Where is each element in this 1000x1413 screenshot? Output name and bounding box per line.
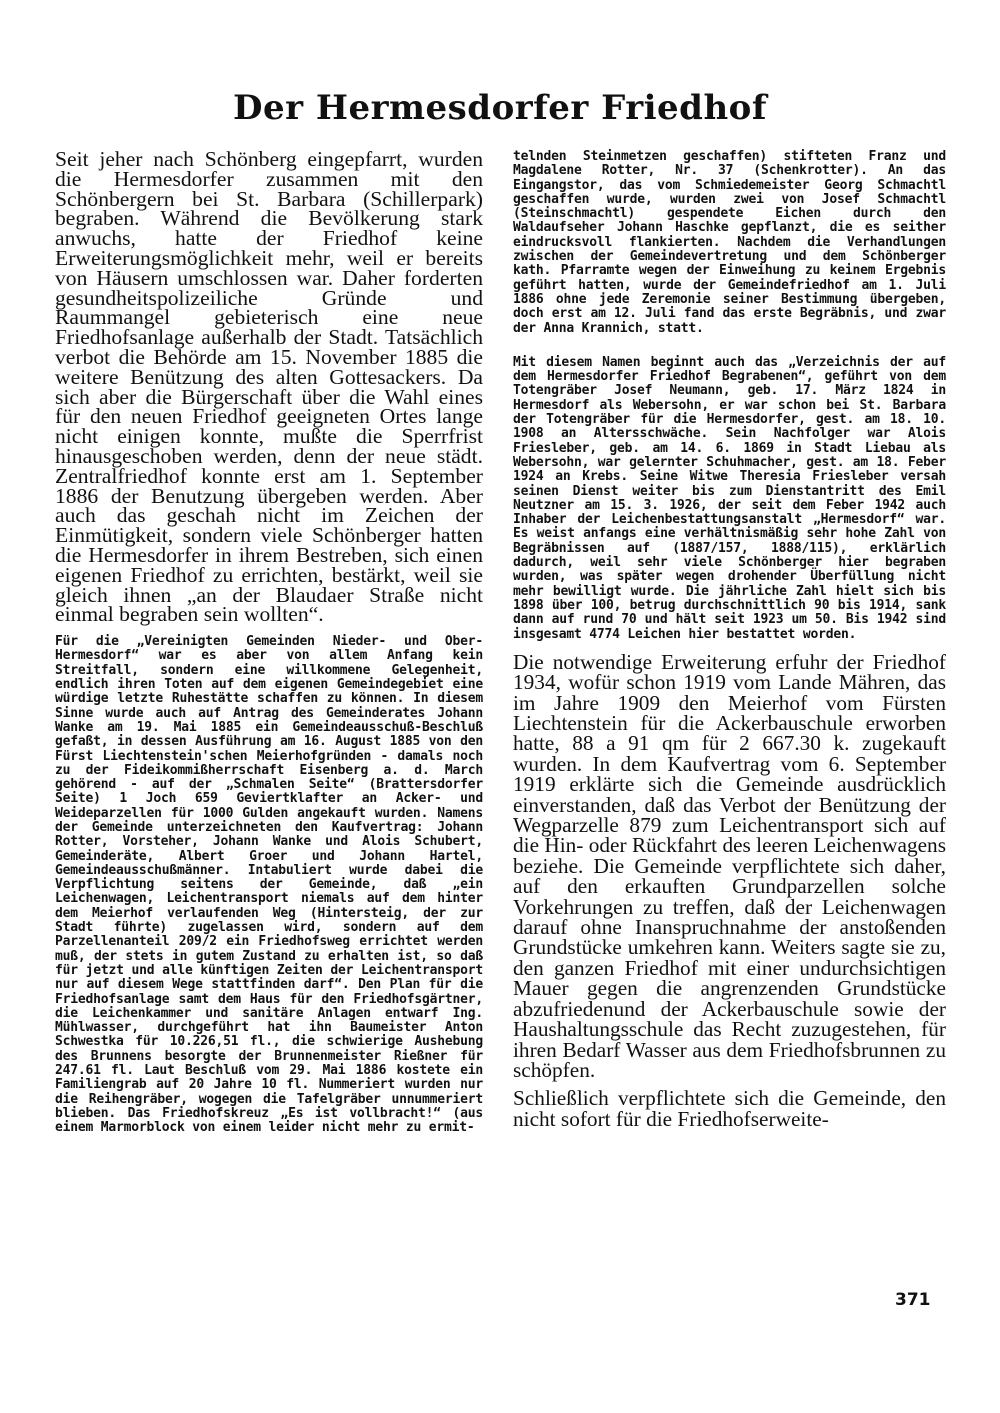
right-paragraph-2: Mit diesem Namen beginnt auch das „Verzeichnis der auf dem Hermesdorfer Friedhof Begrabenen“, geführt von dem Totengräber Josef Neumann, geb. 17. März 1824 in Hermesdorf als Webersohn, er war schon bei St. Barbara der Totengräber für die Hermesdorfer, gest. am 18. 10. 1908 an Altersschwäche. Sein Nachfolger war Alois Friesleber, geb. am 14. 6. 1869 in Stadt Liebau als Webersohn, war gelernter Schuhmacher, gest. am 18. Feber 1924 an Krebs. Seine Witwe Theresia Friesleber versah seinen Dienst weiter bis zum Dienstantritt des Emil Neutzner am 15. 3. 1926, der seit dem Feber 1942 auch Inhaber der Leichenbestattungsanstalt „Hermesdorf“ war. Es weist anfangs eine verhältnismäßig sehr hohe Zahl von Begräbnissen auf (1887/157, 1888/115), erklärlich dadurch, weil sehr viele Schönberger hier begraben wurden, was später wegen drohender Überfüllung nicht mehr bewilligt wurde. Die jährliche Zahl hielt sich bis 1898 über 100, betrug durchschnittlich 90 bis 1914, sank dann auf rund 70 und hält seit 1923 um 50. Bis 1942 sind insgesamt 4774 Leichen hier bestattet worden. bbox=[513, 354, 946, 642]
page-number: 371 bbox=[895, 1290, 931, 1310]
page-title: Der Hermesdorfer Friedhof bbox=[233, 88, 767, 128]
right-column bbox=[513, 150, 946, 1129]
right-paragraph-1: telnden Steinmetzen geschaffen) stifteten Franz und Magdalene Rotter, Nr. 37 (Schenkrotter). An das Eingangstor, das vom Schmiedemeister Georg Schmachtl geschaffen wurde, wurden zwei von Josef Schmachtl (Steinschmachtl) gespendete Eichen durch den Waldaufseher Johann Haschke gepflanzt, die es seither eindrucksvoll flankierten. Nachdem die Verhandlungen zwischen der Gemeindevertretung und dem Schönberger kath. Pfarramte wegen der Einweihung zu keinem Ergebnis geführt hatten, wurde der Gemeindefriedhof am 1. Juli 1886 ohne jede Zeremonie seiner Bestimmung übergeben, doch erst am 12. Juli fand das erste Begräbnis, und zwar der Anna Krannich, statt. bbox=[513, 149, 946, 336]
left-column bbox=[55, 147, 483, 1136]
left-paragraph-1: Seit jeher nach Schönberg eingepfarrt, wurden die Hermesdorfer zusammen mit den Schönbergern bei St. Barbara (Schillerpark) begraben. Während die Bevölkerung stark anwuchs, hatte der Friedhof keine Erweiterungsmöglichkeit mehr, weil er bereits von Häusern umschlossen war. Daher forderten gesundheitspolizeiliche Gründe und Raummangel gebieterisch eine neue Friedhofsanlage außerhalb der Stadt. Tatsächlich verbot die Behörde am 15. November 1885 die weitere Benützung des alten Gottesackers. Da sich aber die Bürgerschaft über die Wahl eines für den neuen Friedhof geeigneten Ortes lange nicht einigen konnte, mußte die Sperrfrist hinausgeschoben werden, denn der neue städt. Zentralfriedhof konnte erst am 1. September 1886 der Benutzung übergeben werden. Aber auch das geschah nicht im Zeichen der Einmütigkeit, sondern viele Schönberger hatten die Hermesdorfer in ihrem Bestreben, sich einen eigenen Friedhof zu errichten, bestärkt, weil sie gleich ihnen „an der Blaudaer Straße nicht einmal begraben sein wollten“. bbox=[55, 147, 483, 627]
left-paragraph-2: Für die „Vereinigten Gemeinden Nieder- und Ober-Hermesdorf“ war es aber von allem Anfang kein Streitfall, sondern eine willkommene Gelegenheit, endlich ihren Toten auf dem eigenen Gemeindegebiet eine würdige letzte Ruhestätte schaffen zu können. In diesem Sinne wurde auch auf Antrag des Gemeinderates Johann Wanke am 19. Mai 1885 ein Gemeindeausschuß-Beschluß gefaßt, in dessen Ausführung am 16. August 1885 von den Fürst Liechtenstein'schen Meierhofgründen - damals noch zu der Fideikommißherrschaft Eisenberg a. d. March gehörend - auf der „Schmalen Seite“ (Brattersdorfer Seite) 1 Joch 659 Geviertklafter an Acker- und Weideparzellen für 1000 Gulden angekauft wurden. Namens der Gemeinde unterzeichneten den Kaufvertrag: Johann Rotter, Vorsteher, Johann Wanke und Alois Schubert, Gemeinderäte, Albert Groer und Johann Hartel, Gemeindeausschußmänner. Intabuliert wurde dabei die Verpflichtung seitens der Gemeinde, daß „ein Leichenwagen, Leichentransport niemals auf dem hinter dem Meierhof verlaufenden Weg (Hintersteig, der zur Stadt führte) zugelassen wird, sondern auf dem Parzellenanteil 209/2 ein Friedhofsweg errichtet werden muß, der stets in gutem Zustand zu erhalten ist, so daß für jetzt und alle künftigen Zeiten der Leichentransport nur auf diesem Wege stattfinden darf“. Den Plan für die Friedhofsanlage samt dem Haus für den Friedhofsgärtner, die Leichenkammer und sanitäre Anlagen entwarf Ing. Mühlwasser, durchgeführt hat ihn Baumeister Anton Schwestka für 10.226,51 fl., die schwierige Aushebung des Brunnens besorgte der Brunnenmeister Rießner für 247.61 fl. Laut Beschluß vom 29. Mai 1886 kostete ein Familiengrab auf 20 Jahre 10 fl. Nummeriert wurden nur die Reihengräber, wogegen die Tafelgräber unnummeriert blieben. Das Friedhofskreuz „Es ist vollbracht!“ (aus einem Marmorblock von einem leider nicht mehr zu ermit- bbox=[55, 634, 483, 1136]
right-paragraph-3: Die notwendige Erweiterung erfuhr der Friedhof 1934, wofür schon 1919 vom Lande Mähren, das im Jahre 1909 den Meierhof vom Fürsten Liechtenstein für die Ackerbauschule erworben hatte, 88 a 91 qm für 2 667.30 k. zugekauft wurden. In dem Kaufvertrag vom 6. September 1919 erklärte sich die Gemeinde ausdrücklich einverstanden, daß das Verbot der Benützung der Wegparzelle 879 zum Leichentransport sich auf die Hin- oder Rückfahrt des leeren Leichenwagens beziehe. Die Gemeinde verpflichtete sich daher, auf den erkauften Grundparzellen solche Vorkehrungen zu treffen, daß der Leichenwagen darauf ohne Inanspruchnahme der anstoßenden Grundstücke umkehren kann. Weiters sagte sie zu, den ganzen Friedhof mit einer undurchsichtigen Mauer gegen die angrenzenden Grundstücke abzufriedenund der Ackerbauschule sowie der Haushaltungsschule das Recht zuzugestehen, für ihren Bedarf Wasser aus dem Friedhofsbrunnen zu schöpfen. bbox=[513, 649, 946, 1082]
right-paragraph-4: Schließlich verpflichtete sich die Gemeinde, den nicht sofort für die Friedhofserweite- bbox=[513, 1086, 946, 1131]
